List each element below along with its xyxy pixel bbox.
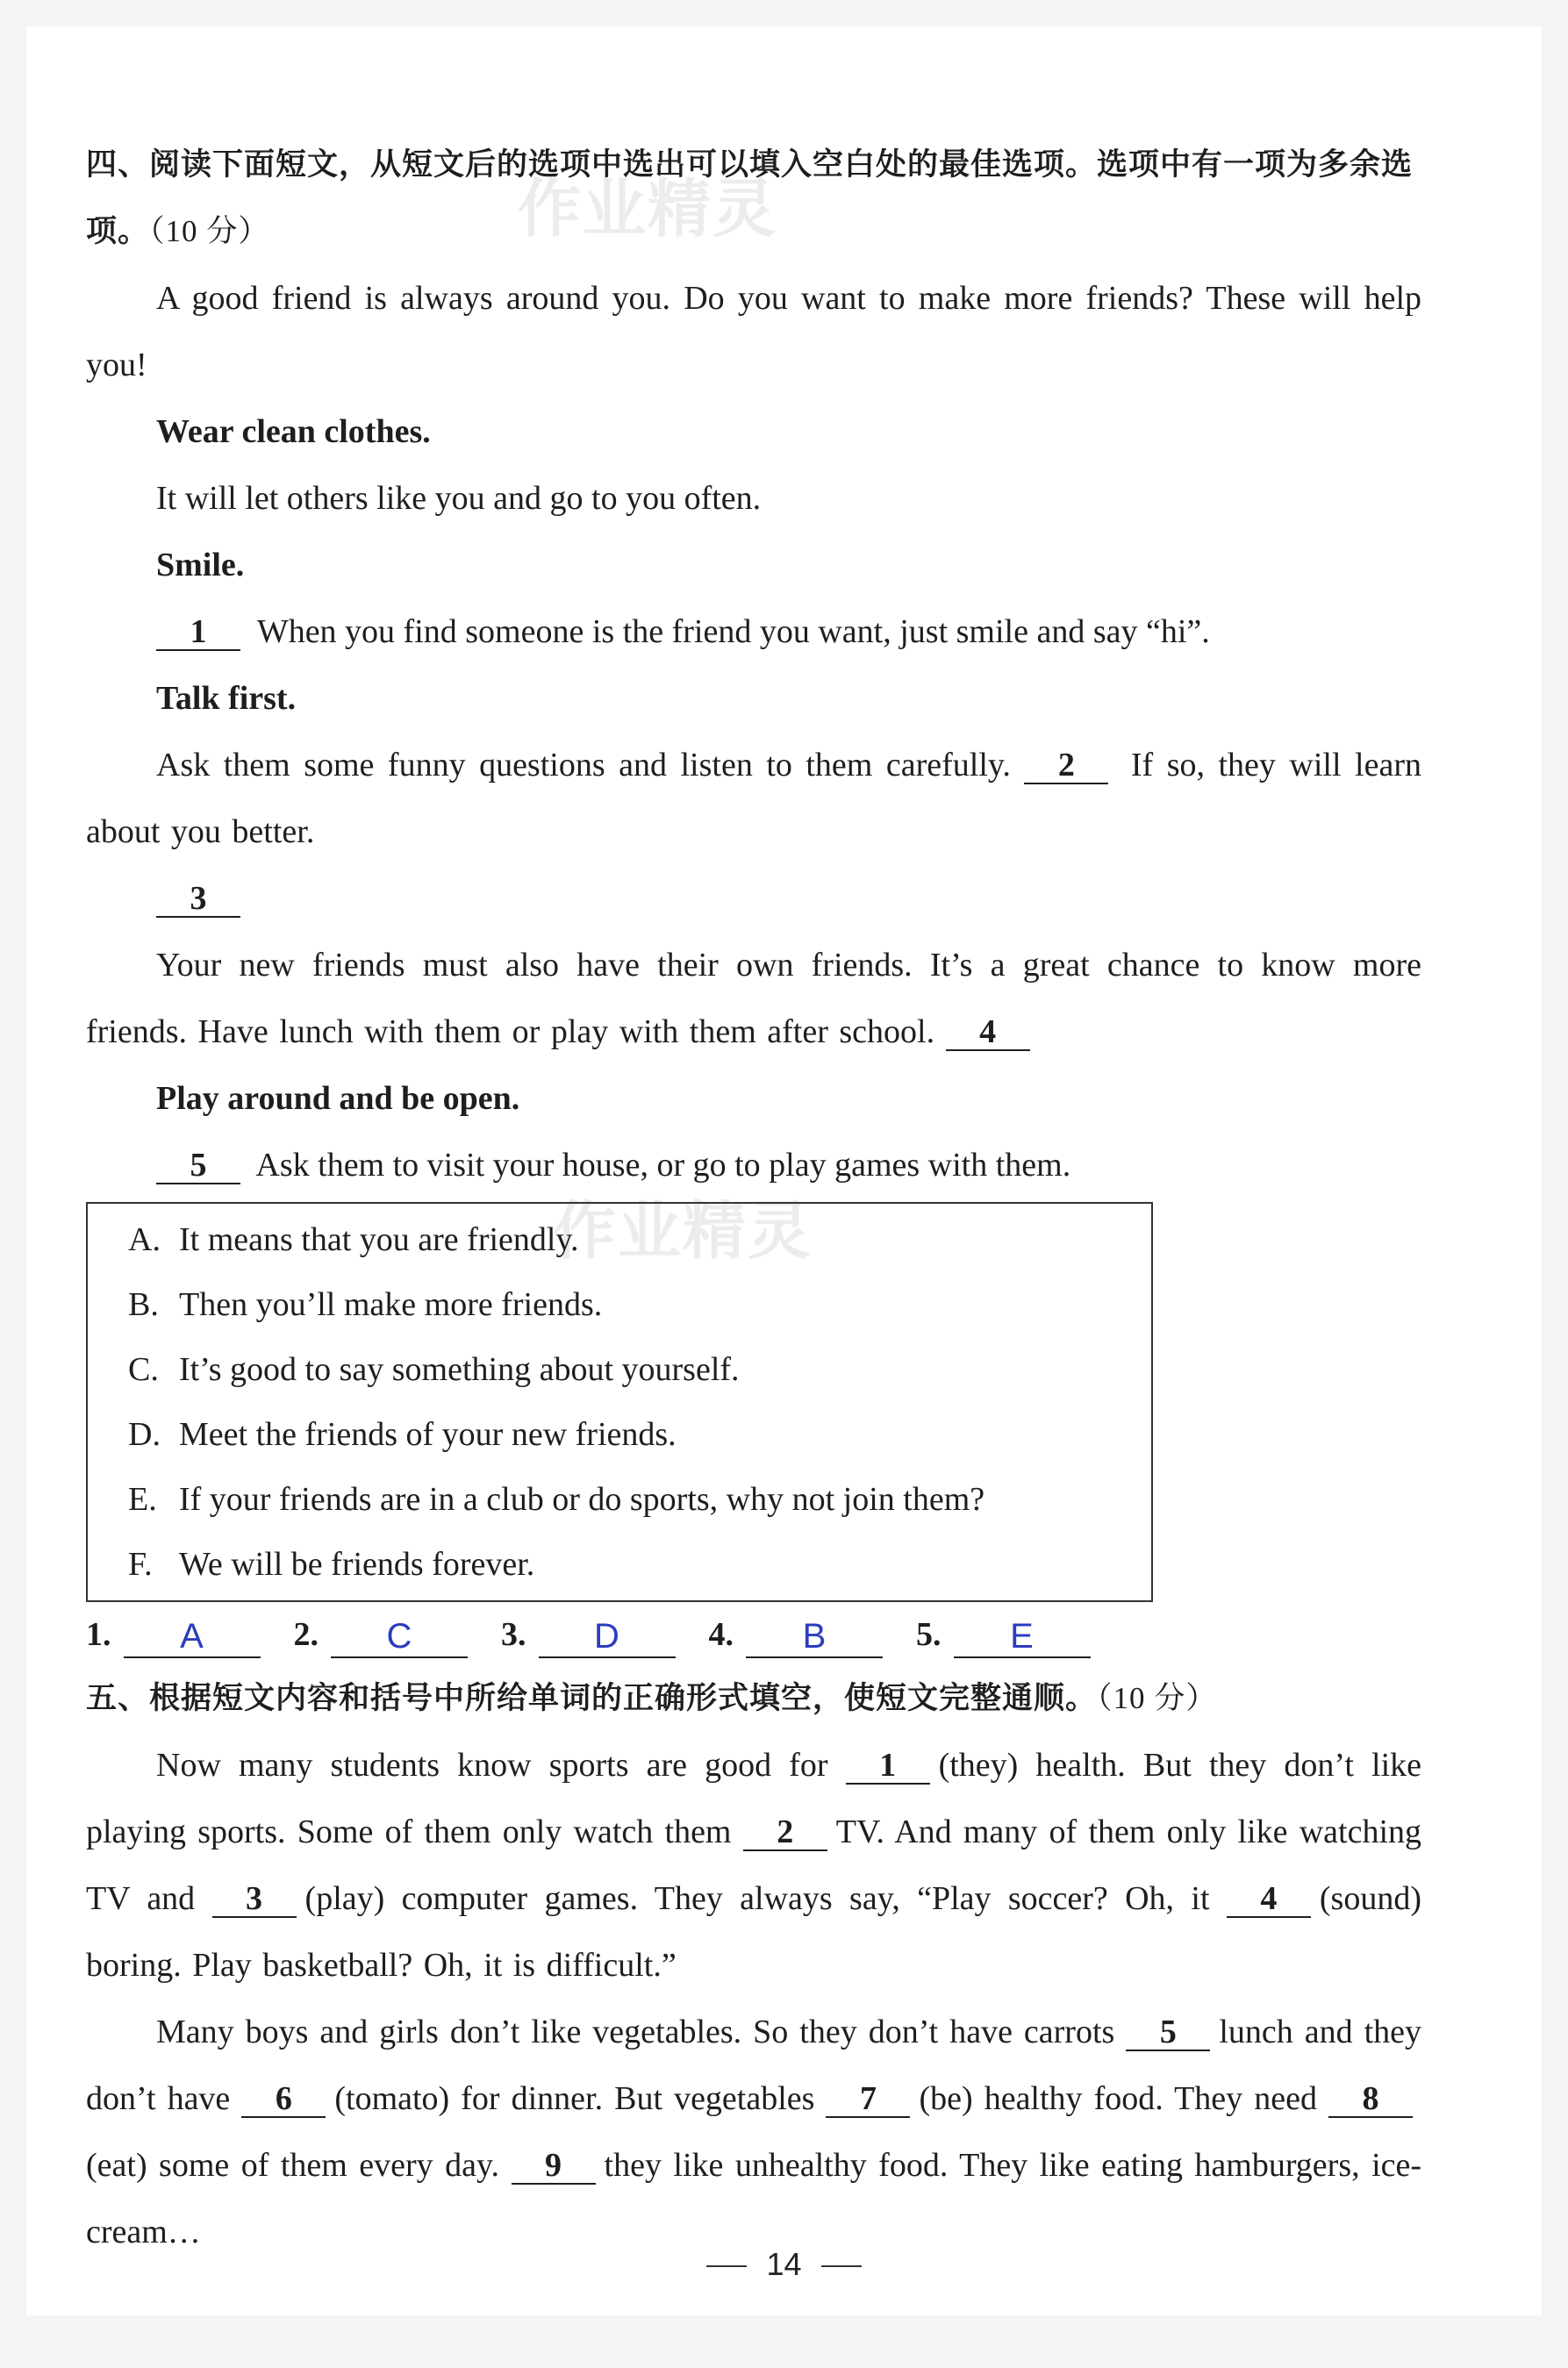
options-box [86, 1202, 1153, 1602]
passage-blank-3-line [86, 865, 1421, 932]
s5-blank-1[interactable]: 1 [846, 1748, 930, 1785]
answer-3: 3. D [501, 1604, 676, 1665]
answer-2-field[interactable]: C [331, 1616, 468, 1658]
s5-blank-6[interactable]: 6 [241, 2081, 326, 2118]
passage-play-around-text: Ask them to visit your house, or go to play games with them. [255, 1147, 1071, 1184]
passage-talk-first-b: If so, they will learn about you better. [86, 747, 1421, 850]
subheading-smile: Smile. [156, 547, 245, 583]
s5-blank-2[interactable]: 2 [743, 1814, 827, 1851]
answer-1-field[interactable]: A [124, 1616, 261, 1658]
section-4-points: （10 分） [149, 214, 270, 248]
blank-1[interactable]: 1 [156, 614, 240, 651]
section-5-paragraph-2: Many boys and girls don’t like vegetables. So they don’t have carrots 5 lunch and they don’t have 6 (tomato) for dinner. But vegetables 7 (be) healthy food. They need 8(eat) some of them every day. 9 they like unhealthy food. They like eating hamburgers, ice-cream… [86, 2014, 1422, 2250]
option-a: A. It means that you are friendly. [128, 1221, 579, 1258]
passage-new-friends [86, 932, 1421, 1065]
blank-3[interactable]: 3 [156, 881, 240, 918]
answer-5: 5. E [916, 1604, 1091, 1665]
answer-row [86, 1604, 1421, 1665]
s5-blank-7[interactable]: 7 [826, 2081, 910, 2118]
subheading-clean-clothes: Wear clean clothes. [156, 413, 431, 450]
section-5-heading [86, 1665, 1421, 1732]
passage-intro: A good friend is always around you. Do you want to make more friends? These will help you! [86, 280, 1421, 383]
passage-clean-clothes: It will let others like you and go to you often. [156, 480, 762, 517]
option-b: B. Then you’ll make more friends. [128, 1286, 603, 1323]
answer-4-field[interactable]: B [746, 1616, 883, 1658]
answer-2: 2. C [294, 1604, 469, 1665]
s5-blank-5[interactable]: 5 [1126, 2014, 1210, 2051]
blank-5[interactable]: 5 [156, 1148, 240, 1184]
passage-smile [86, 598, 1421, 665]
section-5-paragraph-1: Now many students know sports are good for 1 (they) health. But they don’t like playing sports. Some of them only watch them 2 TV. And many of them only like watching TV and 3 (play) computer games. They always say, “Play soccer? Oh, it 4 (sound) boring. Play basketball? Oh, it is difficult.” [86, 1747, 1422, 1984]
passage-talk-first [86, 732, 1421, 865]
option-c: C. It’s good to say something about yourself. [128, 1351, 740, 1388]
passage-talk-first-a: Ask them some funny questions and listen to them carefully. [156, 747, 1011, 783]
subheading-talk-first: Talk first. [156, 680, 297, 717]
dash-left [706, 2265, 747, 2267]
answer-4: 4. B [709, 1604, 884, 1665]
document-page [26, 26, 1542, 2315]
dash-right [821, 2265, 862, 2267]
section-4-heading [86, 132, 1421, 265]
watermark: 作业精灵 [518, 172, 778, 246]
blank-4[interactable]: 4 [946, 1014, 1030, 1051]
answer-5-field[interactable]: E [954, 1616, 1091, 1658]
content [86, 132, 1421, 2265]
section-5-heading-text: 五、根据短文内容和括号中所给单词的正确形式填空，使短文完整通顺。 [86, 1681, 1098, 1716]
blank-2[interactable]: 2 [1024, 748, 1108, 784]
answer-3-field[interactable]: D [539, 1616, 676, 1658]
passage-smile-text: When you find someone is the friend you want, just smile and say “hi”. [256, 613, 1210, 650]
section-5-points: （10 分） [1097, 1681, 1218, 1715]
page-number [26, 2246, 1542, 2283]
s5-blank-4[interactable]: 4 [1227, 1881, 1311, 1918]
page-number-text: 14 [766, 2246, 802, 2282]
s5-blank-3[interactable]: 3 [212, 1881, 297, 1918]
section-4-heading-text: 四、阅读下面短文，从短文后的选项中选出可以填入空白处的最佳选项。选项中有一项为多余选项。 [86, 147, 1414, 249]
watermark: 作业精灵 [553, 1194, 813, 1268]
s5-blank-8[interactable]: 8 [1328, 2081, 1413, 2118]
option-e: E. If your friends are in a club or do sports, why not join them? [128, 1481, 985, 1518]
option-f: F. We will be friends forever. [128, 1546, 535, 1583]
answer-1: 1. A [86, 1604, 261, 1665]
passage-play-around [86, 1132, 1421, 1198]
subheading-play-around: Play around and be open. [156, 1080, 520, 1117]
s5-blank-9[interactable]: 9 [512, 2148, 596, 2185]
option-d: D. Meet the friends of your new friends. [128, 1416, 677, 1453]
passage-new-friends-text: Your new friends must also have their own friends. It’s a great chance to know more friends. Have lunch with them or play with them after school. [86, 947, 1421, 1050]
